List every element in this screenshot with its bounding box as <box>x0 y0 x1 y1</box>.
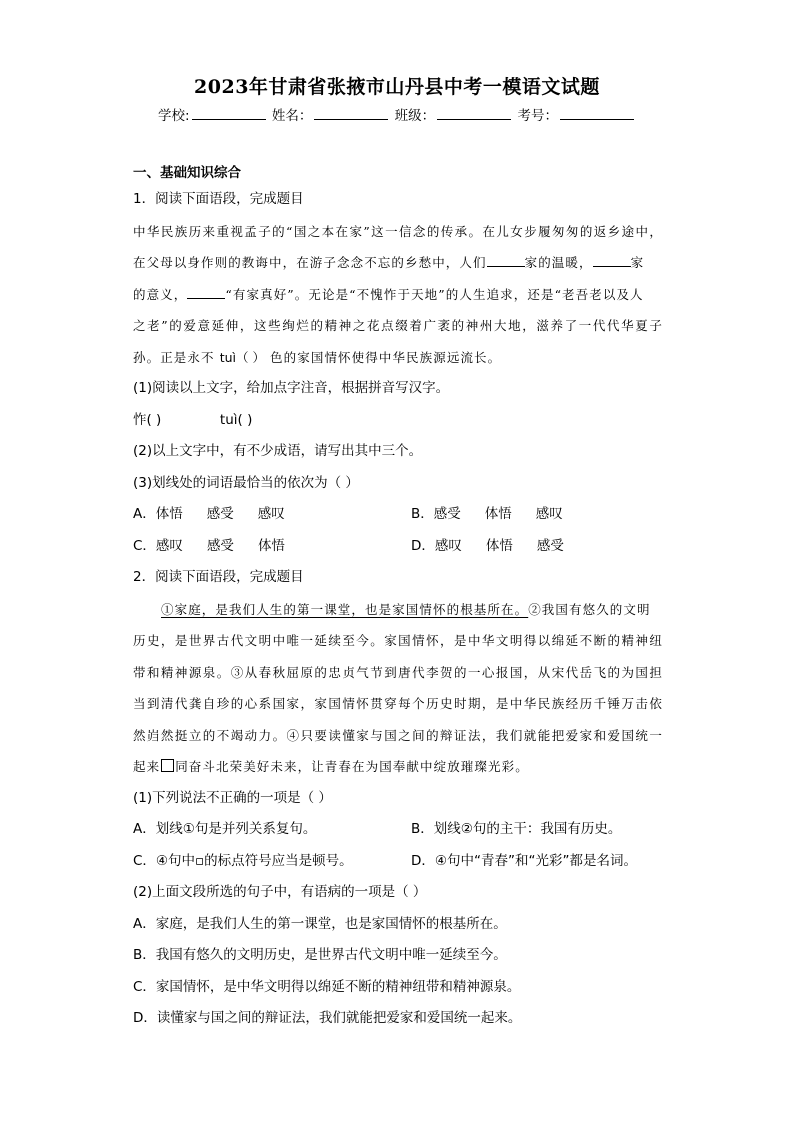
class-label: 班级： <box>394 108 436 124</box>
option-d[interactable]: D．④句中“青春”和“光彩”都是名词。 <box>411 852 637 869</box>
q1-passage-line-1: 中华民族历来重视孟子的“国之本在家”这一信念的传承。在儿女步履匆匆的返乡途中， <box>133 223 663 239</box>
section-heading: 一、基础知识综合 <box>133 165 241 181</box>
fill-blank-3[interactable] <box>187 286 225 299</box>
q1-passage-text: “有家真好”。无论是“不愧怍于天地”的人生追求，还是“老吾老以及人 <box>225 286 644 302</box>
q2-passage-text: ②我国有悠久的文明 <box>528 601 651 617</box>
q1-passage-line-4: 之老”的爱意延伸，这些绚烂的精神之花点缀着广袤的神州大地，滋养了一代代华夏子 <box>133 318 663 333</box>
option-c[interactable]: C．④句中▫的标点符号应当是顿号。 <box>133 852 353 869</box>
question-1-stem: 1．阅读下面语段，完成题目 <box>133 191 304 207</box>
q1-passage-line-3 <box>133 279 663 311</box>
option-a[interactable]: A．体悟 感受 感叹 <box>133 506 285 522</box>
class-blank[interactable] <box>437 108 511 120</box>
option-a[interactable]: A．家庭，是我们人生的第一课堂，也是家国情怀的根基所在。 <box>133 915 507 932</box>
pinyin-answer-zuo: 怍( ) <box>133 411 162 428</box>
option-c[interactable]: C．家国情怀，是中华文明得以绵延不断的精神纽带和精神源泉。 <box>133 978 521 995</box>
q1-passage-text: 的意义， <box>133 286 188 302</box>
fill-blank-2[interactable] <box>593 254 631 267</box>
q1-sub-2: (2)以上文字中，有不少成语，请写出其中三个。 <box>133 443 423 459</box>
q2-passage-line-5: 然岿然挺立的不竭动力。④只要读懂家与国之间的辩证法，我们就能把爱家和爱国统一 <box>133 727 663 743</box>
option-c[interactable]: C．感叹 感受 体悟 <box>133 537 285 554</box>
q1-passage-text: 在父母以身作则的教诲中，在游子念念不忘的乡愁中，人们 <box>133 255 487 270</box>
q2-sub-1-options-row-2 <box>133 846 663 878</box>
exam-content <box>133 162 663 1035</box>
punctuation-box <box>161 759 174 772</box>
option-d[interactable]: D．读懂家与国之间的辩证法，我们就能把爱家和爱国统一起来。 <box>133 1010 522 1026</box>
underlined-sentence-1: ①家庭，是我们人生的第一课堂，也是家国情怀的根基所在。 <box>161 601 529 617</box>
q1-passage-text: 孙。正是永不 <box>133 349 215 365</box>
student-info-line <box>0 104 794 124</box>
q2-sub-1-options-row-1 <box>133 814 663 846</box>
q1-passage-line-5 <box>133 342 663 374</box>
name-blank[interactable] <box>314 108 388 120</box>
q2-passage-line-2: 历史，是世界古代文明中唯一延续至今。家国情怀，是中华文明得以绵延不断的精神纽 <box>133 633 663 648</box>
q2-passage-text: 同奋斗北荣美好未来，让青春在为国奉献中绽放璀璨光彩。 <box>175 759 529 774</box>
q1-sub-3: (3)划线处的词语最恰当的依次为（ ） <box>133 474 359 491</box>
option-b[interactable]: B．划线②句的主干：我国有历史。 <box>411 821 622 837</box>
q2-passage-line-3: 带和精神源泉。③从春秋屈原的忠贞气节到唐代李贺的一心报国，从宋代岳飞的为国担 <box>133 664 663 680</box>
q1-options-row-1 <box>133 499 663 531</box>
character-answer-tui: tuì( ) <box>219 411 253 428</box>
q1-options-row-2 <box>133 531 663 563</box>
q1-passage-line-2 <box>133 247 663 279</box>
school-blank[interactable] <box>192 108 266 120</box>
name-label: 姓名： <box>271 108 313 124</box>
option-b[interactable]: B．我国有悠久的文明历史，是世界古代文明中唯一延续至今。 <box>133 947 507 963</box>
q1-passage-text: 色的家国情怀使得中华民族源远流长。 <box>270 349 502 365</box>
q2-passage-line-6 <box>133 751 663 783</box>
number-label: 考号： <box>517 108 558 124</box>
q2-passage-line-4: 当到清代龚自珍的心系国家，家国情怀贯穿每个历史时期，是中华民族经历千锤万击依 <box>133 696 663 711</box>
q2-sub-1: (1)下列说法不正确的一项是（ ） <box>133 789 332 806</box>
q1-sub-1-answers <box>133 405 663 437</box>
q2-sub-2: (2)上面文段所选的句子中，有语病的一项是（ ） <box>133 884 427 900</box>
option-a[interactable]: A．划线①句是并列关系复句。 <box>133 821 317 837</box>
q1-passage-text: 家 <box>630 255 645 270</box>
fill-blank-1[interactable] <box>487 254 525 267</box>
exam-title: 2023年甘肃省张掖市山丹县中考一模语文试题 <box>194 76 600 98</box>
q2-passage-line-1 <box>133 594 663 626</box>
option-b[interactable]: B．感受 体悟 感叹 <box>411 506 563 522</box>
q1-sub-1: (1)阅读以上文字，给加点字注音，根据拼音写汉字。 <box>133 380 450 396</box>
q2-passage-text: 起来 <box>133 759 161 774</box>
q1-passage-text: 家的温暖， <box>524 255 593 270</box>
option-d[interactable]: D．感叹 体悟 感受 <box>411 537 564 554</box>
pinyin-blank: tuì（ ） <box>219 349 265 365</box>
question-2-stem: 2．阅读下面语段，完成题目 <box>133 569 304 585</box>
school-label: 学校: <box>158 108 190 124</box>
number-blank[interactable] <box>560 108 634 120</box>
